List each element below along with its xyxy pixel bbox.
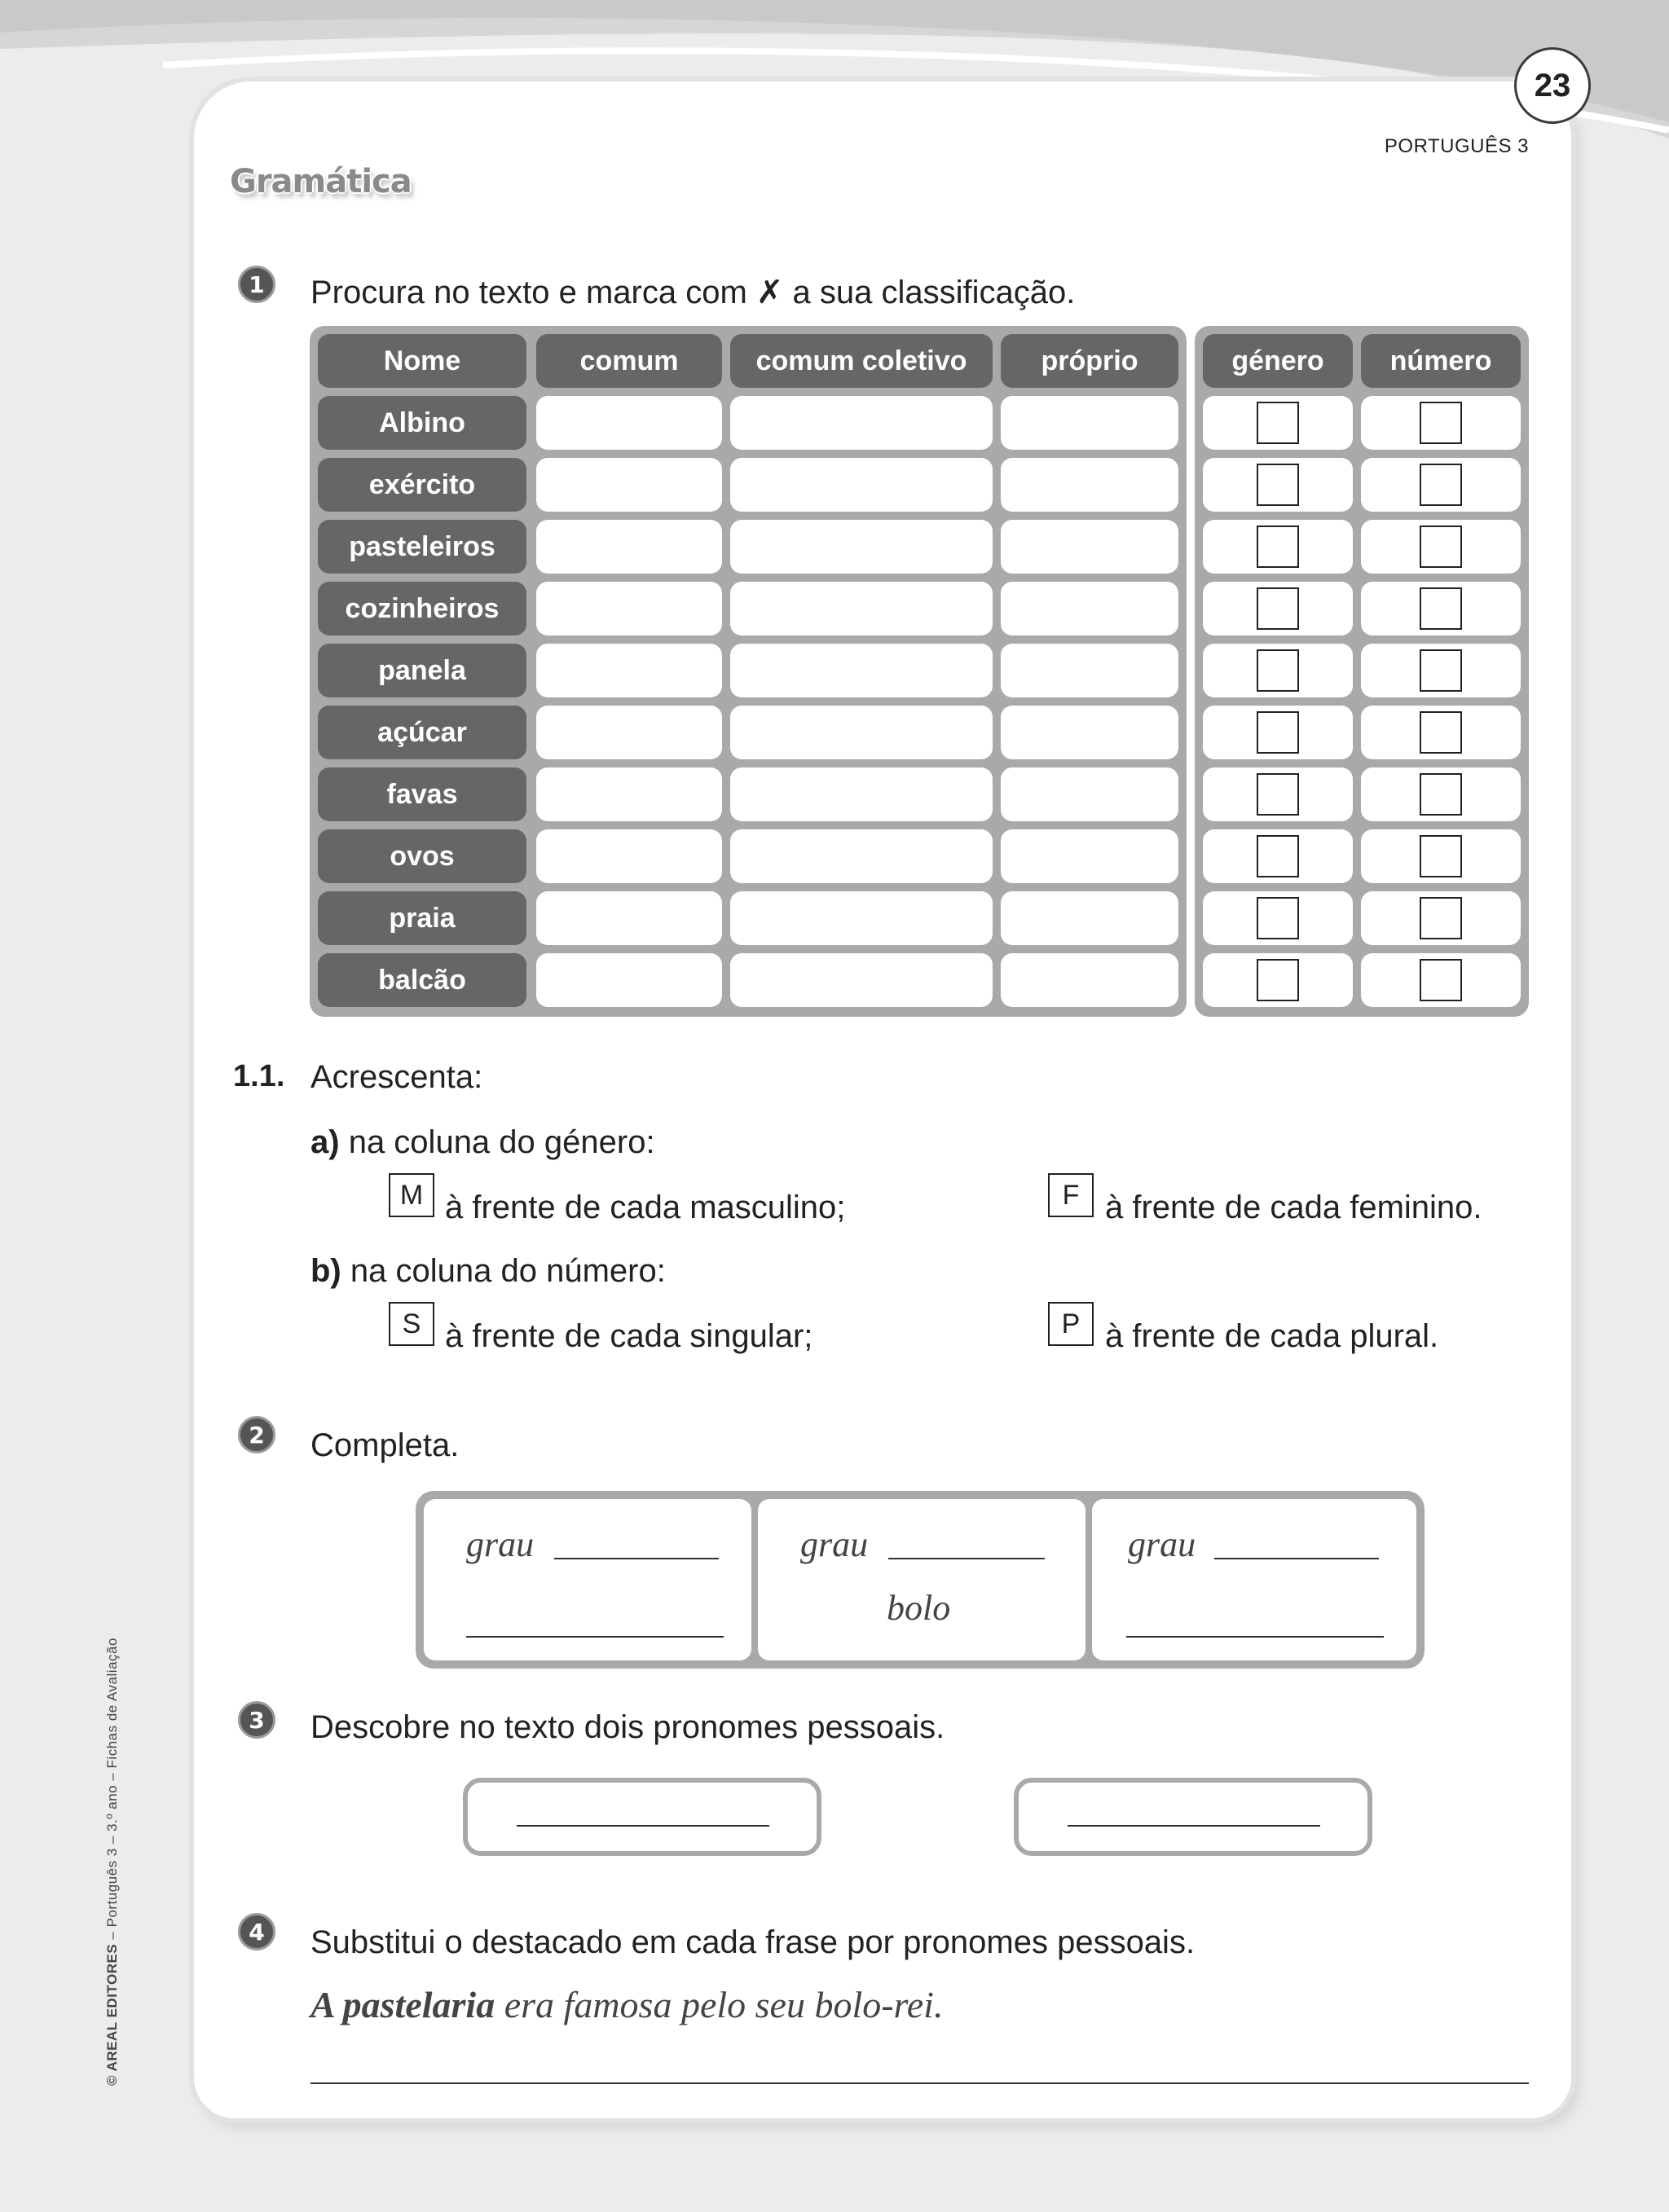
cell-comum[interactable] [536, 520, 722, 574]
cell-comum-coletivo[interactable] [730, 396, 993, 450]
row-label: balcão [318, 953, 526, 1007]
row-label: ovos [318, 829, 526, 883]
cell-comum-coletivo[interactable] [730, 829, 993, 883]
cell-proprio[interactable] [1001, 767, 1178, 821]
cell-comum-coletivo[interactable] [730, 644, 993, 697]
cell-numero [1361, 458, 1521, 512]
example-sentence [310, 1983, 943, 2026]
number-checkbox[interactable] [1420, 897, 1462, 939]
classification-table [310, 326, 1187, 1017]
number-checkbox[interactable] [1420, 402, 1462, 444]
row-label: cozinheiros [318, 582, 526, 635]
cell-genero [1203, 829, 1353, 883]
cell-genero [1203, 891, 1353, 945]
part-a-text: na coluna do género: [348, 1124, 655, 1160]
page-number: 23 [1534, 67, 1571, 103]
key-f-text: à frente de cada feminino. [1105, 1190, 1482, 1225]
cell-proprio[interactable] [1001, 644, 1178, 697]
key-box-f: F [1048, 1173, 1094, 1217]
publisher-name: © AREAL EDITORES [104, 1943, 120, 2086]
cell-comum-coletivo[interactable] [730, 582, 993, 635]
cell-genero [1203, 396, 1353, 450]
number-checkbox[interactable] [1420, 464, 1462, 506]
cell-genero [1203, 520, 1353, 574]
part-b [310, 1253, 666, 1290]
part-b-text: na coluna do número: [350, 1253, 666, 1289]
row-label: favas [318, 767, 526, 821]
degree-box-3 [1092, 1499, 1416, 1660]
cell-numero [1361, 706, 1521, 759]
part-a-label: a) [310, 1124, 340, 1160]
subquestion-number: 1.1. [233, 1059, 285, 1093]
number-checkbox[interactable] [1420, 773, 1462, 816]
row-label: praia [318, 891, 526, 945]
cell-numero [1361, 953, 1521, 1007]
gender-checkbox[interactable] [1257, 959, 1299, 1001]
question-3-text: Descobre no texto dois pronomes pessoais. [310, 1709, 945, 1745]
degree-box-2-top-line[interactable] [888, 1558, 1045, 1559]
degree-box-3-label: grau [1128, 1524, 1196, 1564]
question-number-2: 2 [238, 1416, 275, 1453]
row-label: exército [318, 458, 526, 512]
cell-comum-coletivo[interactable] [730, 520, 993, 574]
part-a [310, 1124, 655, 1161]
degree-box-2 [758, 1499, 1086, 1660]
degree-box-1 [424, 1499, 751, 1660]
cell-proprio[interactable] [1001, 706, 1178, 759]
question-4-text: Substitui o destacado em cada frase por pronomes pessoais. [310, 1924, 1196, 1960]
degree-boxes [416, 1491, 1425, 1669]
key-box-m: M [389, 1173, 434, 1217]
cell-proprio[interactable] [1001, 891, 1178, 945]
number-checkbox[interactable] [1420, 711, 1462, 754]
pronoun-box-2 [1014, 1778, 1372, 1856]
gender-checkbox[interactable] [1257, 897, 1299, 939]
pronoun-line-2[interactable] [1068, 1825, 1320, 1827]
gender-checkbox[interactable] [1257, 587, 1299, 630]
cell-numero [1361, 520, 1521, 574]
cell-numero [1361, 582, 1521, 635]
question-number-1: 1 [238, 266, 275, 303]
cell-comum[interactable] [536, 396, 722, 450]
cell-comum[interactable] [536, 953, 722, 1007]
gender-checkbox[interactable] [1257, 711, 1299, 754]
row-label: pasteleiros [318, 520, 526, 574]
cell-comum[interactable] [536, 767, 722, 821]
number-checkbox[interactable] [1420, 835, 1462, 877]
gender-checkbox[interactable] [1257, 649, 1299, 692]
cell-proprio[interactable] [1001, 953, 1178, 1007]
key-s-text: à frente de cada singular; [445, 1318, 813, 1354]
side-credit [104, 1638, 121, 2086]
cell-genero [1203, 767, 1353, 821]
answer-line[interactable] [310, 2082, 1529, 2084]
degree-box-3-bottom-line[interactable] [1126, 1636, 1384, 1638]
cell-numero [1361, 767, 1521, 821]
row-label: açúcar [318, 706, 526, 759]
question-number-4: 4 [238, 1913, 275, 1950]
number-checkbox[interactable] [1420, 587, 1462, 630]
header-numero: número [1361, 334, 1521, 388]
degree-box-2-label: grau [800, 1524, 869, 1564]
cell-proprio[interactable] [1001, 458, 1178, 512]
cell-genero [1203, 953, 1353, 1007]
cell-comum-coletivo[interactable] [730, 891, 993, 945]
cell-comum[interactable] [536, 582, 722, 635]
question-number-3: 3 [238, 1701, 275, 1739]
degree-box-1-bottom-line[interactable] [466, 1636, 724, 1638]
cell-comum-coletivo[interactable] [730, 458, 993, 512]
pronoun-line-1[interactable] [517, 1825, 769, 1827]
key-box-p: P [1048, 1302, 1094, 1346]
row-label: Albino [318, 396, 526, 450]
pronoun-box-1 [463, 1778, 821, 1856]
part-b-label: b) [310, 1253, 341, 1289]
book-title: PORTUGUÊS 3 [1384, 135, 1529, 157]
cell-proprio[interactable] [1001, 396, 1178, 450]
key-m-text: à frente de cada masculino; [445, 1190, 846, 1225]
gender-checkbox[interactable] [1257, 526, 1299, 568]
cell-numero [1361, 829, 1521, 883]
header-nome: Nome [318, 334, 526, 388]
row-label: panela [318, 644, 526, 697]
cell-numero [1361, 396, 1521, 450]
number-checkbox[interactable] [1420, 649, 1462, 692]
cell-numero [1361, 891, 1521, 945]
sentence-rest: era famosa pelo seu bolo-rei. [495, 1984, 944, 2025]
cell-comum[interactable] [536, 829, 722, 883]
header-comum: comum [536, 334, 722, 388]
cell-comum[interactable] [536, 891, 722, 945]
gender-checkbox[interactable] [1257, 773, 1299, 816]
degree-box-1-label: grau [466, 1524, 535, 1564]
degree-box-3-top-line[interactable] [1214, 1558, 1379, 1559]
header-genero: género [1203, 334, 1353, 388]
degree-box-1-top-line[interactable] [554, 1558, 719, 1559]
question-1-text: Procura no texto e marca com ✗ a sua classificação. [310, 275, 1076, 310]
cell-genero [1203, 458, 1353, 512]
key-box-s: S [389, 1302, 434, 1346]
cell-comum-coletivo[interactable] [730, 953, 993, 1007]
number-checkbox[interactable] [1420, 526, 1462, 568]
question-2-text: Completa. [310, 1427, 460, 1463]
cell-comum[interactable] [536, 706, 722, 759]
gender-checkbox[interactable] [1257, 402, 1299, 444]
cell-genero [1203, 582, 1353, 635]
cell-genero [1203, 706, 1353, 759]
cell-comum[interactable] [536, 644, 722, 697]
credit-rest: – Português 3 – 3.º ano – Fichas de Avaliação [104, 1638, 120, 1944]
gender-number-table [1195, 326, 1529, 1017]
gender-checkbox[interactable] [1257, 464, 1299, 506]
key-p-text: à frente de cada plural. [1105, 1318, 1439, 1354]
cell-proprio[interactable] [1001, 520, 1178, 574]
number-checkbox[interactable] [1420, 959, 1462, 1001]
highlighted-phrase: A pastelaria [310, 1984, 495, 2025]
cell-numero [1361, 644, 1521, 697]
cell-proprio[interactable] [1001, 582, 1178, 635]
cell-comum-coletivo[interactable] [730, 767, 993, 821]
cell-comum[interactable] [536, 458, 722, 512]
cell-comum-coletivo[interactable] [730, 706, 993, 759]
gender-checkbox[interactable] [1257, 835, 1299, 877]
section-title: Gramática [230, 163, 412, 200]
subquestion-text: Acrescenta: [310, 1059, 483, 1095]
cell-genero [1203, 644, 1353, 697]
cell-proprio[interactable] [1001, 829, 1178, 883]
header-comum-coletivo: comum coletivo [730, 334, 993, 388]
degree-box-2-word: bolo [887, 1588, 951, 1628]
header-proprio: próprio [1001, 334, 1178, 388]
page-number-badge [1514, 47, 1591, 124]
